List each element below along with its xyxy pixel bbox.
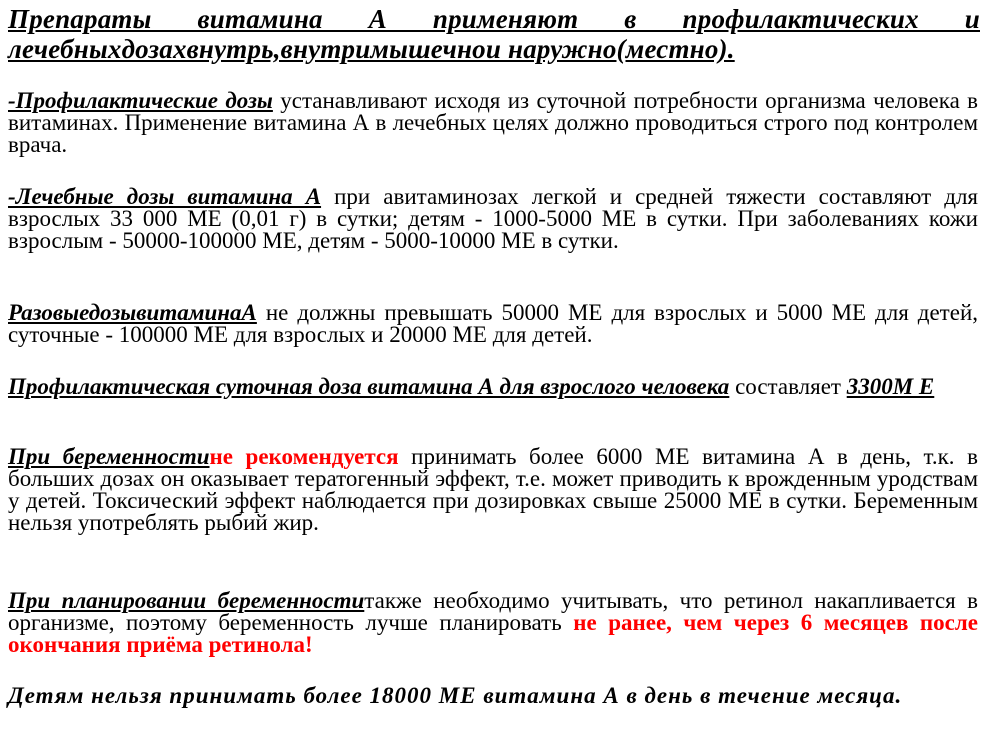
paragraph-prophylactic-doses (8, 90, 978, 156)
term-prophylactic-doses: -Профилактические дозы (8, 88, 273, 113)
paragraph-daily-dose (8, 376, 978, 398)
paragraph-text: не должны превышать 50000 МЕ для взрослых и 5000 МЕ для детей, суточные - 100000 МЕ для взрослых и 20000 МЕ для детей. (8, 300, 978, 347)
paragraph-pregnancy (8, 446, 978, 534)
paragraph-therapeutic-doses (8, 186, 978, 252)
paragraph-pregnancy-planning (8, 590, 978, 656)
children-warning: Детям нельзя принимать более 18000 МЕ витамина А в день в течение месяца. (8, 683, 903, 708)
paragraph-single-doses (8, 302, 978, 346)
paragraph-text: устанавливают исходя из суточной потребности организма человека в витаминах. Применение витамина А в лечебных целях должно проводиться строго под контролем врача. (8, 88, 978, 157)
slide-title: Препараты витамина А применяют в профилактических и лечебныхдозахвнутрь,внутримышечнои наружно(местно). (8, 4, 980, 64)
term-pregnancy: При беременности (8, 444, 210, 469)
term-single-doses: РазовыедозывитаминаА (8, 300, 257, 325)
paragraph-text: принимать более 6000 МЕ витамина А в день, т.к. в больших дозах он оказывает тератогенный эффект, т.е. может приводить к врожденным уродствам у детей. Токсический эффект наблюдается при дозировках свыше 25000 МЕ в сутки. Беременным нельзя употреблять рыбий жир. (8, 444, 978, 535)
daily-dose-value: 3300М Е (846, 374, 935, 399)
term-therapeutic-doses: -Лечебные дозы витамина А (8, 184, 322, 209)
paragraph-text: при авитаминозах легкой и средней тяжести составляют для взрослых 33 000 МЕ (0,01 г) в сутки; детям - 1000-5000 МЕ в сутки. При заболеваниях кожи взрослым - 50000-100000 МЕ, детям - 5000-10000 МЕ в сутки. (8, 184, 978, 253)
term-pregnancy-planning: При планировании беременности (8, 588, 365, 613)
warning-wait-six-months: не ранее, чем через 6 месяцев после окончания приёма ретинола! (8, 610, 979, 657)
warning-not-recommended: не рекомендуется (209, 444, 399, 469)
paragraph-text: составляет (729, 374, 847, 399)
paragraph-text: также необходимо учитывать, что ретинол накапливается в организме, поэтому беременность лучше планировать (8, 588, 978, 635)
term-daily-dose: Профилактическая суточная доза витамина А для взрослого человека (8, 374, 730, 399)
